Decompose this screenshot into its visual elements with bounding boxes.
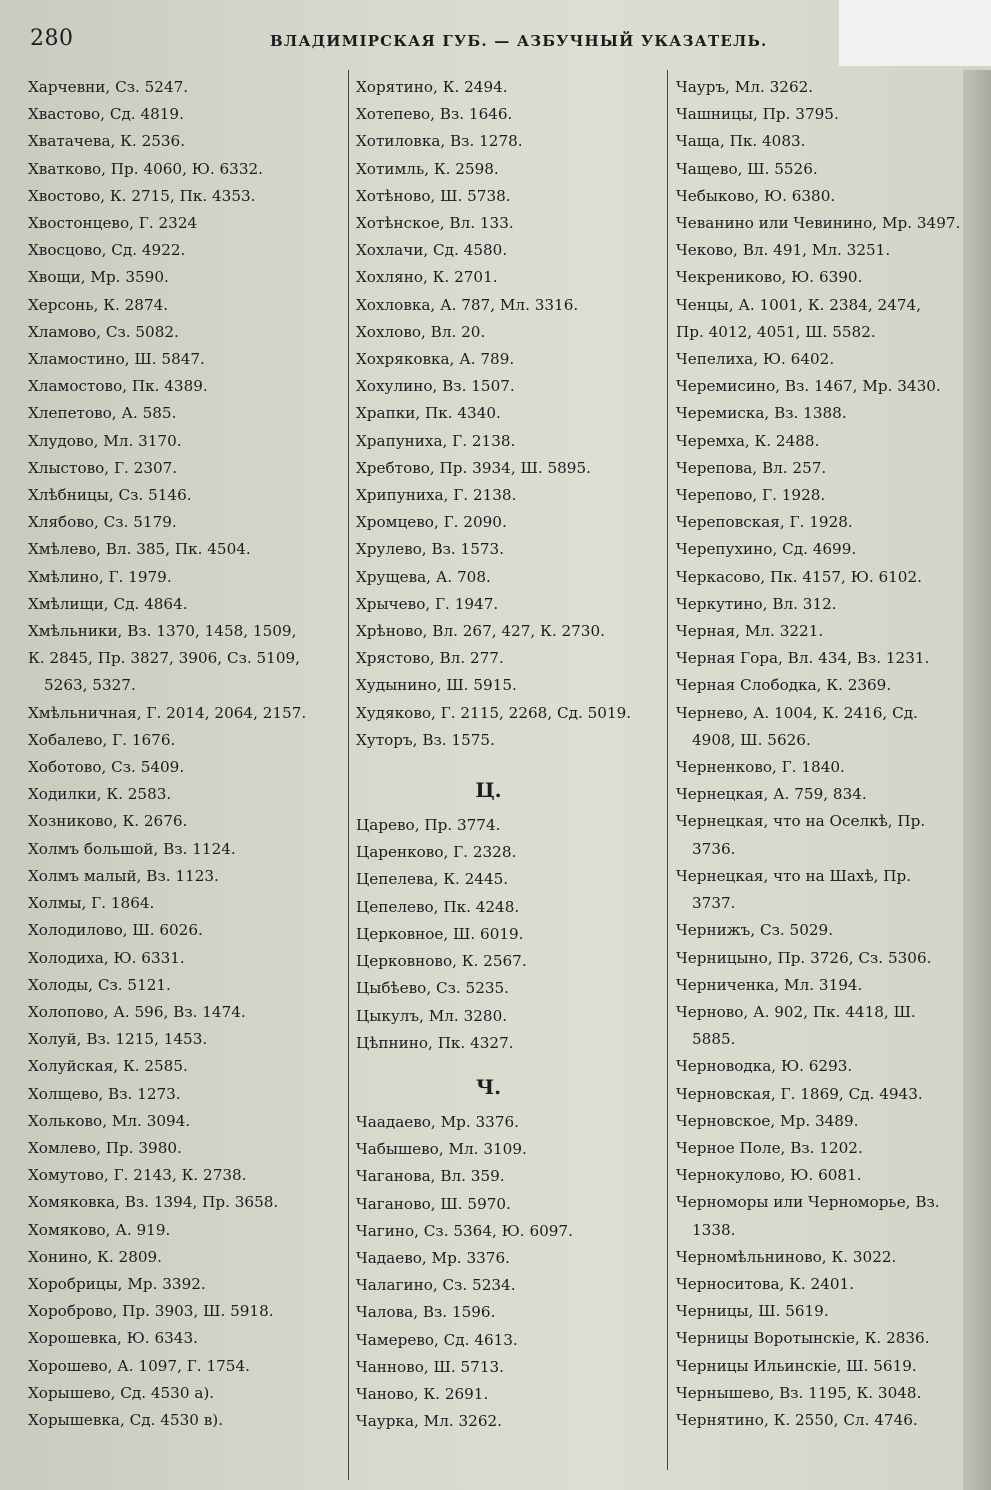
index-entry: Царево, Пр. 3774.	[356, 816, 501, 835]
index-entry: Чауръ, Мл. 3262.	[676, 78, 814, 96]
index-entry: Хольково, Мл. 3094.	[28, 1111, 191, 1130]
index-entry: Хламостово, Пк. 4389.	[28, 377, 208, 396]
index-entry: Чернецкая, А. 759, 834.	[676, 785, 867, 804]
index-entry: Череповская, Г. 1928.	[676, 513, 853, 532]
index-entry: Черницы Воротынскіе, К. 2836.	[676, 1329, 930, 1348]
entries-ch	[356, 1109, 661, 1435]
index-entry-continuation: 1338.	[692, 1220, 736, 1239]
index-entry: Чанново, Ш. 5713.	[356, 1357, 504, 1376]
scan-corner-patch	[839, 0, 991, 66]
index-entry: Хонино, К. 2809.	[28, 1247, 163, 1266]
index-entry: Хламостино, Ш. 5847.	[28, 350, 205, 369]
index-entry: Царенково, Г. 2328.	[356, 843, 517, 862]
index-entry: Чекрениково, Ю. 6390.	[676, 268, 863, 287]
index-entry: Черепова, Вл. 257.	[676, 458, 827, 477]
index-entry: Черновское, Мр. 3489.	[676, 1111, 859, 1130]
index-entry: Хохлово, Вл. 20.	[356, 322, 486, 341]
index-entry: Ходилки, К. 2583.	[28, 785, 172, 804]
index-entry: Церковное, Ш. 6019.	[356, 924, 524, 943]
index-entry: Хотиловка, Вз. 1278.	[356, 132, 523, 151]
index-entry: Хвостово, К. 2715, Пк. 4353.	[28, 186, 256, 205]
index-entry: Чеково, Вл. 491, Мл. 3251.	[676, 241, 891, 260]
index-entry: Хохулино, Вз. 1507.	[356, 377, 515, 396]
column-divider-right	[667, 70, 668, 1470]
index-entry: Чернокулово, Ю. 6081.	[676, 1166, 862, 1185]
index-entry: Черкутино, Вл. 312.	[676, 594, 837, 613]
index-entry: Черкасово, Пк. 4157, Ю. 6102.	[676, 567, 922, 586]
index-entry: Чернятино, К. 2550, Сл. 4746.	[676, 1410, 918, 1429]
column-divider-left	[348, 70, 349, 1480]
index-entry: Чабышево, Мл. 3109.	[356, 1140, 527, 1159]
index-entry: Хмѣлево, Вл. 385, Пк. 4504.	[28, 540, 251, 559]
index-entry: Чепелиха, Ю. 6402.	[676, 350, 835, 369]
index-entry: Хрулево, Вз. 1573.	[356, 540, 505, 559]
index-entry: Хвосцово, Сд. 4922.	[28, 241, 186, 260]
index-entry: Чаадаево, Мр. 3376.	[356, 1112, 519, 1131]
index-entry: Хватково, Пр. 4060, Ю. 6332.	[28, 159, 263, 178]
index-entry: Хорышево, Сд. 4530 а).	[28, 1383, 215, 1402]
index-entry: Хомяково, А. 919.	[28, 1220, 171, 1239]
index-entry: Холщево, Вз. 1273.	[28, 1084, 181, 1103]
index-entry: Херсонь, К. 2874.	[28, 295, 169, 314]
index-entry: Хоробрицы, Мр. 3392.	[28, 1274, 206, 1293]
index-entry: Цепелево, Пк. 4248.	[356, 897, 520, 916]
index-entry: Церковново, К. 2567.	[356, 952, 527, 971]
index-entry: Хмѣльники, Вз. 1370, 1458, 1509,	[28, 622, 297, 641]
index-entry: Чалова, Вз. 1596.	[356, 1303, 496, 1322]
index-entry: Хромцево, Г. 2090.	[356, 513, 507, 532]
index-column-3	[676, 74, 974, 1434]
index-entry: Чернево, А. 1004, К. 2416, Сд.	[676, 703, 918, 722]
index-entry: Хомлево, Пр. 3980.	[28, 1138, 182, 1157]
index-entry: Холуйская, К. 2585.	[28, 1057, 188, 1076]
index-entry: Черниченка, Мл. 3194.	[676, 975, 863, 994]
index-entry: Чаганово, Ш. 5970.	[356, 1194, 511, 1213]
index-entry: Храпуниха, Г. 2138.	[356, 431, 516, 450]
index-entry: Черновская, Г. 1869, Сд. 4943.	[676, 1084, 923, 1103]
index-entry: Хорошево, А. 1097, Г. 1754.	[28, 1356, 250, 1375]
index-entry: Цыбѣево, Сз. 5235.	[356, 979, 510, 998]
index-entry: Черницы Ильинскіе, Ш. 5619.	[676, 1356, 917, 1375]
section-heading-ts: Ц.	[475, 778, 502, 803]
entries-ts	[356, 812, 661, 1057]
index-entry-continuation: 3737.	[692, 894, 736, 913]
index-entry: Холодиха, Ю. 6331.	[28, 948, 185, 967]
index-column-1	[28, 74, 343, 1434]
index-entry: Черницыно, Пр. 3726, Сз. 5306.	[676, 948, 932, 967]
index-entry: Хуторъ, Вз. 1575.	[356, 730, 495, 749]
index-entry: Черная Гора, Вл. 434, Вз. 1231.	[676, 649, 930, 668]
index-entry: Хомяковка, Вз. 1394, Пр. 3658.	[28, 1193, 279, 1212]
index-entry: Черепухино, Сд. 4699.	[676, 540, 857, 559]
index-column-2	[356, 74, 661, 1435]
index-entry: Хмѣльничная, Г. 2014, 2064, 2157.	[28, 703, 307, 722]
index-entry: Хозниково, К. 2676.	[28, 812, 188, 831]
index-entry: Черноситова, К. 2401.	[676, 1274, 855, 1293]
index-entry: Цыкулъ, Мл. 3280.	[356, 1006, 508, 1025]
index-entry: Цепелева, К. 2445.	[356, 870, 509, 889]
index-entry: Черноводка, Ю. 6293.	[676, 1057, 853, 1076]
index-entry: Хрястово, Вл. 277.	[356, 649, 504, 668]
index-entry: Хрущева, А. 708.	[356, 567, 491, 586]
index-entry: Хрипуниха, Г. 2138.	[356, 486, 517, 505]
index-entry: Черново, А. 902, Пк. 4418, Ш.	[676, 1002, 916, 1021]
index-entry: Чернецкая, что на Оселкѣ, Пр.	[676, 812, 926, 831]
index-entry: Черная, Мл. 3221.	[676, 622, 824, 641]
index-entry: Хомутово, Г. 2143, К. 2738.	[28, 1166, 247, 1185]
index-entry: Худяково, Г. 2115, 2268, Сд. 5019.	[356, 703, 632, 722]
index-entry: Черное Поле, Вз. 1202.	[676, 1138, 863, 1157]
index-entry: Хороброво, Пр. 3903, Ш. 5918.	[28, 1302, 274, 1321]
index-entry-continuation: 5263, 5327.	[44, 676, 136, 695]
index-entry: Хохряковка, А. 789.	[356, 350, 515, 369]
index-entry: Цѣпнино, Пк. 4327.	[356, 1033, 514, 1052]
index-entry: Чаща, Пк. 4083.	[676, 132, 806, 151]
index-entry: Хлепетово, А. 585.	[28, 404, 177, 423]
index-entry: Хохловка, А. 787, Мл. 3316.	[356, 295, 579, 314]
index-entry: Хотимль, К. 2598.	[356, 159, 499, 178]
index-entry: Чаново, К. 2691.	[356, 1384, 489, 1403]
index-entry: Черноморы или Черноморье, Вз.	[676, 1193, 940, 1212]
index-entry: Хорышевка, Сд. 4530 в).	[28, 1410, 224, 1429]
index-entry: Чернижъ, Сз. 5029.	[676, 921, 834, 940]
index-entry: Хвастово, Сд. 4819.	[28, 105, 184, 124]
index-entry: Черномѣльниново, К. 3022.	[676, 1247, 897, 1266]
index-entry: Чернецкая, что на Шахѣ, Пр.	[676, 866, 912, 885]
index-entry: Холмы, Г. 1864.	[28, 894, 155, 913]
index-entry: Чернышево, Вз. 1195, К. 3048.	[676, 1383, 922, 1402]
index-entry: Храпки, Пк. 4340.	[356, 404, 501, 423]
index-entry: Харчевни, Сз. 5247.	[28, 78, 189, 96]
index-entry: Хотѣново, Ш. 5738.	[356, 186, 511, 205]
index-entry: Хвостонцево, Г. 2324	[28, 214, 198, 233]
index-entry: Холопово, А. 596, Вз. 1474.	[28, 1002, 246, 1021]
index-entry: Чебыково, Ю. 6380.	[676, 186, 836, 205]
index-entry: Хохляно, К. 2701.	[356, 268, 498, 287]
index-entry-continuation: 4908, Ш. 5626.	[692, 730, 811, 749]
index-entry: Хребтово, Пр. 3934, Ш. 5895.	[356, 458, 591, 477]
index-entry: Черная Слободка, К. 2369.	[676, 676, 892, 695]
index-entry: Черненково, Г. 1840.	[676, 758, 845, 777]
index-entry: Черницы, Ш. 5619.	[676, 1302, 829, 1321]
index-entry: Чащево, Ш. 5526.	[676, 159, 818, 178]
index-entry: Чадаево, Мр. 3376.	[356, 1248, 510, 1267]
index-entry: Холмъ малый, Вз. 1123.	[28, 866, 219, 885]
section-heading-ch: Ч.	[475, 1074, 502, 1099]
index-entry: Чеванино или Чевинино, Мр. 3497.	[676, 214, 961, 233]
index-entry: Хотѣнское, Вл. 133.	[356, 214, 514, 233]
index-entry: Холоды, Сз. 5121.	[28, 975, 171, 994]
index-entry: Чагино, Сз. 5364, Ю. 6097.	[356, 1221, 573, 1240]
index-entry: Хлудово, Мл. 3170.	[28, 431, 182, 450]
index-entry-continuation: 5885.	[692, 1030, 736, 1049]
index-entry: Черепово, Г. 1928.	[676, 486, 826, 505]
index-entry: Хмѣлино, Г. 1979.	[28, 567, 172, 586]
index-entry: Чамерево, Сд. 4613.	[356, 1330, 518, 1349]
index-entry: Хлябово, Сз. 5179.	[28, 513, 177, 532]
index-entry: Холмъ большой, Вз. 1124.	[28, 839, 236, 858]
index-entry: Хорятино, К. 2494.	[356, 78, 508, 96]
page-number: 280	[30, 26, 74, 51]
index-entry: Чаурка, Мл. 3262.	[356, 1412, 502, 1431]
index-entry: Хмѣлищи, Сд. 4864.	[28, 594, 188, 613]
index-entry: Хлыстово, Г. 2307.	[28, 458, 178, 477]
index-entry: К. 2845, Пр. 3827, 3906, Сз. 5109,	[28, 649, 300, 668]
entries-kh-continued	[356, 74, 661, 754]
index-entry: Хохлачи, Сд. 4580.	[356, 241, 508, 260]
index-entry-continuation: 3736.	[692, 839, 736, 858]
index-entry: Чалагино, Сз. 5234.	[356, 1276, 516, 1295]
index-entry: Ченцы, А. 1001, К. 2384, 2474,	[676, 295, 922, 314]
index-entry: Хобалево, Г. 1676.	[28, 730, 176, 749]
index-entry: Хлѣбницы, Сз. 5146.	[28, 486, 192, 505]
index-entry: Хрѣново, Вл. 267, 427, К. 2730.	[356, 622, 605, 641]
index-entry: Хрычево, Г. 1947.	[356, 594, 499, 613]
index-entry: Хотепево, Вз. 1646.	[356, 105, 513, 124]
index-entry: Хоботово, Сз. 5409.	[28, 758, 185, 777]
index-entry: Хвощи, Мр. 3590.	[28, 268, 169, 287]
index-entry: Холодилово, Ш. 6026.	[28, 921, 203, 940]
index-entry: Худынино, Ш. 5915.	[356, 676, 517, 695]
index-entry: Черемиска, Вз. 1388.	[676, 404, 847, 423]
index-entry: Черемисино, Вз. 1467, Мр. 3430.	[676, 377, 941, 396]
index-entry: Хламово, Сз. 5082.	[28, 322, 179, 341]
index-entry: Чашницы, Пр. 3795.	[676, 105, 839, 124]
index-entry: Черемха, К. 2488.	[676, 431, 820, 450]
index-entry: Хватачева, К. 2536.	[28, 132, 186, 151]
index-entry: Хорошевка, Ю. 6343.	[28, 1329, 198, 1348]
index-entry: Чаганова, Вл. 359.	[356, 1167, 505, 1186]
running-header: ВЛАДИМІРСКАЯ ГУБ. — АЗБУЧНЫЙ УКАЗАТЕЛЬ.	[270, 32, 768, 50]
index-entry: Пр. 4012, 4051, Ш. 5582.	[676, 322, 876, 341]
index-entry: Холуй, Вз. 1215, 1453.	[28, 1030, 208, 1049]
